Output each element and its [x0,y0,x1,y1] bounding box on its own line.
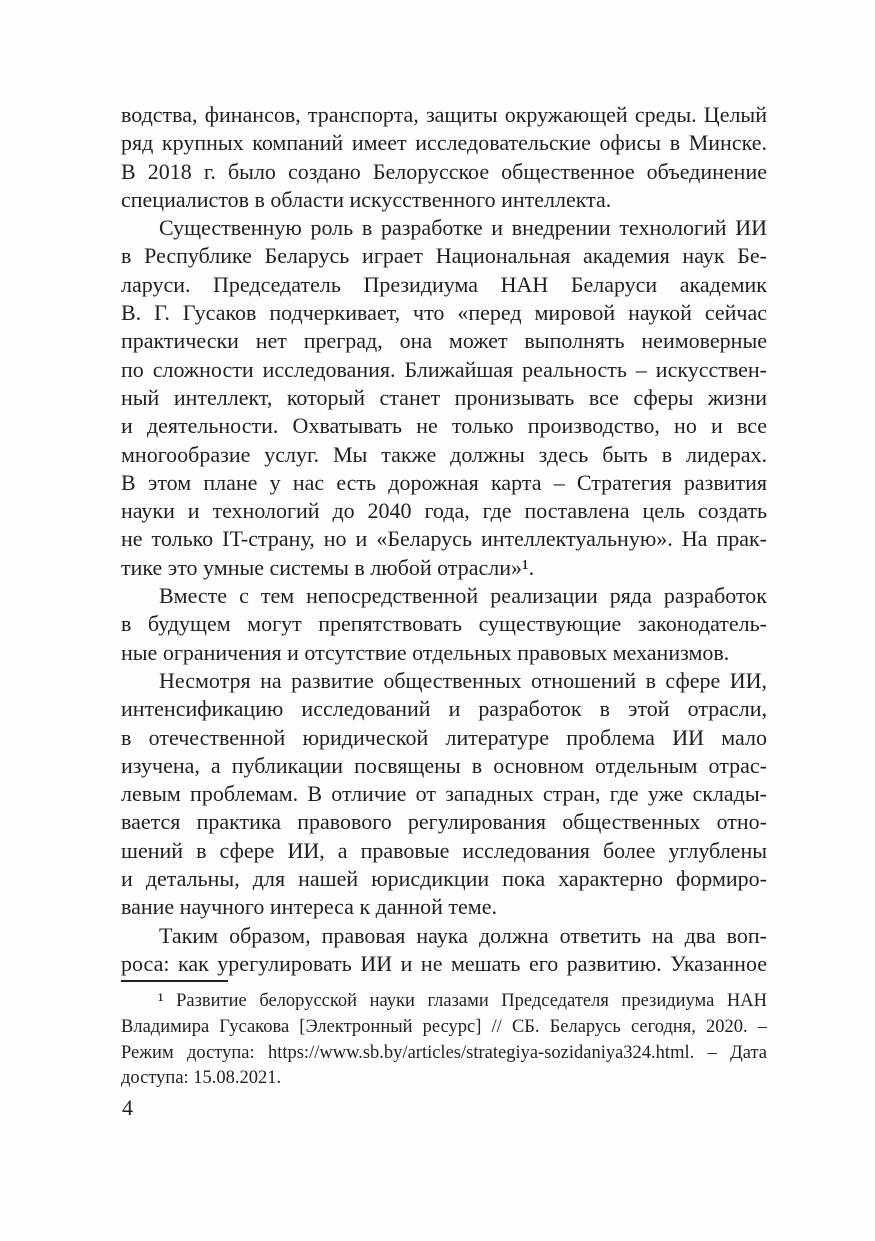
text-line: не только IT-страну, но и «Беларусь интеллектуальную». На прак- [121,526,767,552]
text-line: изучена, а публикации посвящены в основном отдельным отрас- [121,752,767,778]
text-line: в будущем могут препятствовать существующие законодатель- [121,611,767,637]
text-line: В 2018 г. было создано Белорусское общественное объединение [121,158,767,184]
text-line: шений в сфере ИИ, а правовые исследования более углублены [121,837,767,863]
text-line: интенсификацию исследований и разработок в этой отрасли, [121,696,767,722]
paragraph [121,214,767,582]
text-line: Режим доступа: https://www.sb.by/articles/strategiya-sozidaniya324.html. – Дата [121,1042,767,1063]
text-line: Существенную роль в разработке и внедрении технологий ИИ [159,215,767,241]
text-line: специалистов в области искусственного интеллекта. [121,186,612,212]
text-line: многообразие услуг. Мы также должны здесь быть в лидерах. [121,441,767,467]
text-line: тике это умные системы в любой отрасли»¹. [121,554,535,580]
text-line: доступа: 15.08.2021. [121,1068,282,1089]
body-text [121,101,767,978]
paragraph [121,582,767,667]
paragraph [121,922,767,979]
text-line: Владимира Гусакова [Электронный ресурс] // СБ. Беларусь сегодня, 2020. – [121,1016,767,1037]
text-line: и деятельности. Охватывать не только производство, но и все [121,413,767,439]
text-line: ларуси. Председатель Президиума НАН Беларуси академик [121,271,767,297]
text-line: ный интеллект, который станет пронизывать все сферы жизни [121,384,767,410]
text-line: ¹ Развитие белорусской науки глазами Председателя президиума НАН [158,991,767,1011]
paragraph [121,101,767,214]
page-number: 4 [122,1095,133,1120]
text-line: науки и технологий до 2040 года, где поставлена цель создать [121,498,767,524]
text-line: в Республике Беларусь играет Национальная академия наук Бе- [121,243,767,269]
paragraph [121,667,767,922]
text-line: В. Г. Гусаков подчеркивает, что «перед мировой наукой сейчас [121,300,767,326]
text-line: и детальны, для нашей юрисдикции пока характерно формиро- [121,866,767,892]
text-line: вается практика правового регулирования общественных отно- [121,809,767,835]
text-line: Несмотря на развитие общественных отношений в сфере ИИ, [159,667,767,693]
text-line: по сложности исследования. Ближайшая реальность – искусствен- [121,356,767,382]
text-line: ные ограничения и отсутствие отдельных правовых механизмов. [121,639,730,665]
text-line: роса: как урегулировать ИИ и не мешать его развитию. Указанное [121,950,767,976]
text-line: В этом плане у нас есть дорожная карта – Стратегия развития [121,469,767,495]
text-line: ряд крупных компаний имеет исследовательские офисы в Минске. [121,130,767,156]
footnote-separator [121,980,228,982]
text-line: вание научного интереса к данной теме. [121,894,497,920]
text-line: водства, финансов, транспорта, защиты окружающей среды. Целый [121,102,767,127]
text-line: в отечественной юридической литературе проблема ИИ мало [121,724,767,750]
footnote [121,989,767,1092]
text-line: практически нет преград, она может выполнять неимоверные [121,328,767,354]
text-line: Вместе с тем непосредственной реализации ряда разработок [159,583,767,609]
text-line: Таким образом, правовая наука должна ответить на два воп- [159,922,767,948]
text-line: левым проблемам. В отличие от западных стран, где уже склады- [121,781,767,807]
